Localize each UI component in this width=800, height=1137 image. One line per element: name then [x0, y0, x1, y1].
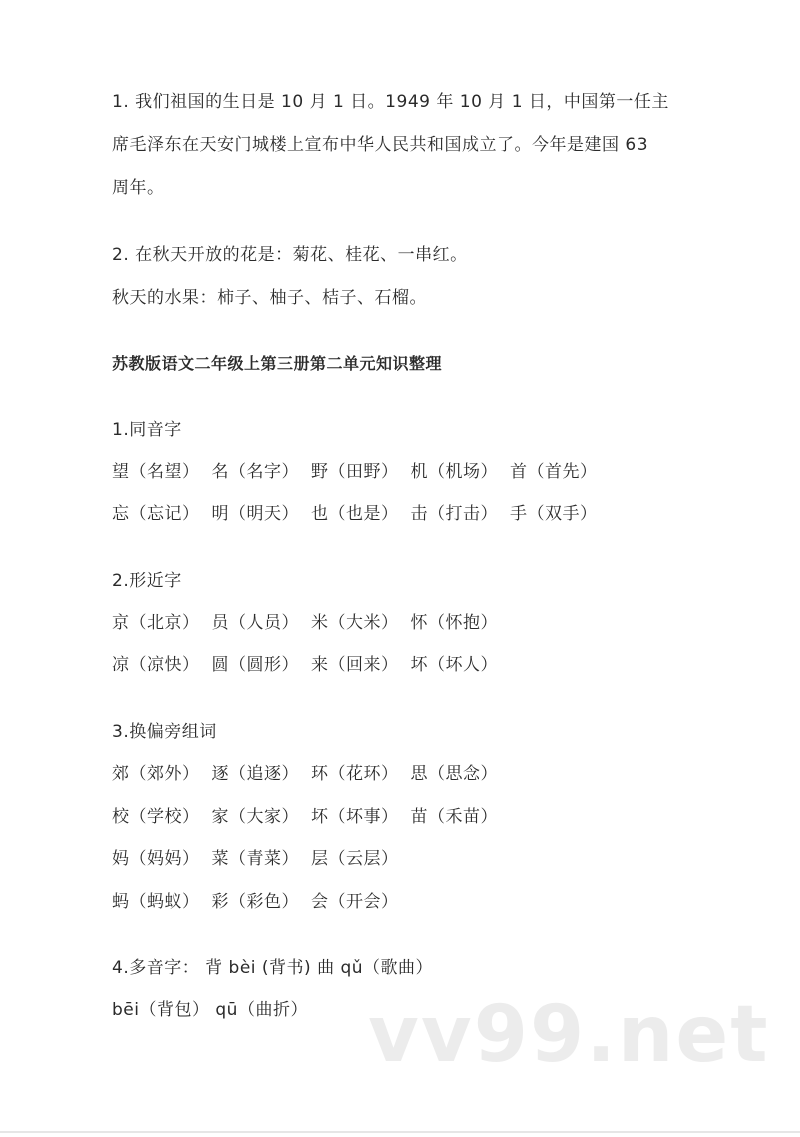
paragraph-1-line-3: 周年。 [112, 178, 165, 198]
word-item: 怀（怀抱） [410, 613, 498, 633]
section-4-line-2: bēi（背包） qū（曲折） [112, 1000, 308, 1020]
watermark: vv99.net [368, 990, 770, 1080]
word-item: 蚂（蚂蚁） [112, 892, 200, 912]
document-title: 苏教版语文二年级上第三册第二单元知识整理 [112, 354, 443, 373]
section-3-row-1 [112, 762, 498, 786]
section-1-heading: 1.同音字 [112, 420, 182, 440]
word-item: 会（开会） [311, 892, 399, 912]
word-item: 名（名字） [211, 462, 299, 482]
section-1-row-1 [112, 460, 598, 484]
section-3-row-3 [112, 847, 399, 871]
word-item: 野（田野） [311, 462, 399, 482]
word-item: 也（也是） [311, 504, 399, 524]
word-item: 望（名望） [112, 462, 200, 482]
paragraph-1-line-2: 席毛泽东在天安门城楼上宣布中华人民共和国成立了。今年是建国 63 [112, 135, 649, 155]
word-item: 层（云层） [311, 849, 399, 869]
section-2-row-1 [112, 611, 498, 635]
paragraph-1-line-1: 1. 我们祖国的生日是 10 月 1 日。1949 年 10 月 1 日，中国第一任主 [112, 92, 669, 112]
word-item: 圆（圆形） [211, 655, 299, 675]
word-item: 忘（忘记） [112, 504, 200, 524]
word-item: 明（明天） [211, 504, 299, 524]
word-item: 坏（坏人） [410, 655, 498, 675]
section-4-line-1: 4.多音字： 背 bèi (背书) 曲 qǔ（歌曲） [112, 958, 434, 978]
word-item: 逐（追逐） [211, 764, 299, 784]
word-item: 首（首先） [510, 462, 598, 482]
section-3-row-4 [112, 890, 399, 914]
word-item: 来（回来） [311, 655, 399, 675]
word-item: 凉（凉快） [112, 655, 200, 675]
word-item: 苗（禾苗） [410, 807, 498, 827]
section-3-row-2 [112, 805, 498, 829]
word-item: 家（大家） [211, 807, 299, 827]
section-3-heading: 3.换偏旁组词 [112, 722, 217, 742]
word-item: 环（花环） [311, 764, 399, 784]
word-item: 击（打击） [410, 504, 498, 524]
word-item: 京（北京） [112, 613, 200, 633]
word-item: 手（双手） [510, 504, 598, 524]
word-item: 郊（郊外） [112, 764, 200, 784]
word-item: 员（人员） [211, 613, 299, 633]
word-item: 坏（坏事） [311, 807, 399, 827]
paragraph-2-line-1: 2. 在秋天开放的花是：菊花、桂花、一串红。 [112, 245, 468, 265]
word-item: 米（大米） [311, 613, 399, 633]
word-item: 校（学校） [112, 807, 200, 827]
page-bottom-edge [0, 1131, 800, 1133]
section-2-heading: 2.形近字 [112, 571, 182, 591]
word-item: 菜（青菜） [211, 849, 299, 869]
word-item: 思（思念） [410, 764, 498, 784]
section-1-row-2 [112, 502, 598, 526]
word-item: 妈（妈妈） [112, 849, 200, 869]
section-2-row-2 [112, 653, 498, 677]
paragraph-2-line-2: 秋天的水果：柿子、柚子、桔子、石榴。 [112, 288, 427, 308]
word-item: 彩（彩色） [211, 892, 299, 912]
word-item: 机（机场） [410, 462, 498, 482]
